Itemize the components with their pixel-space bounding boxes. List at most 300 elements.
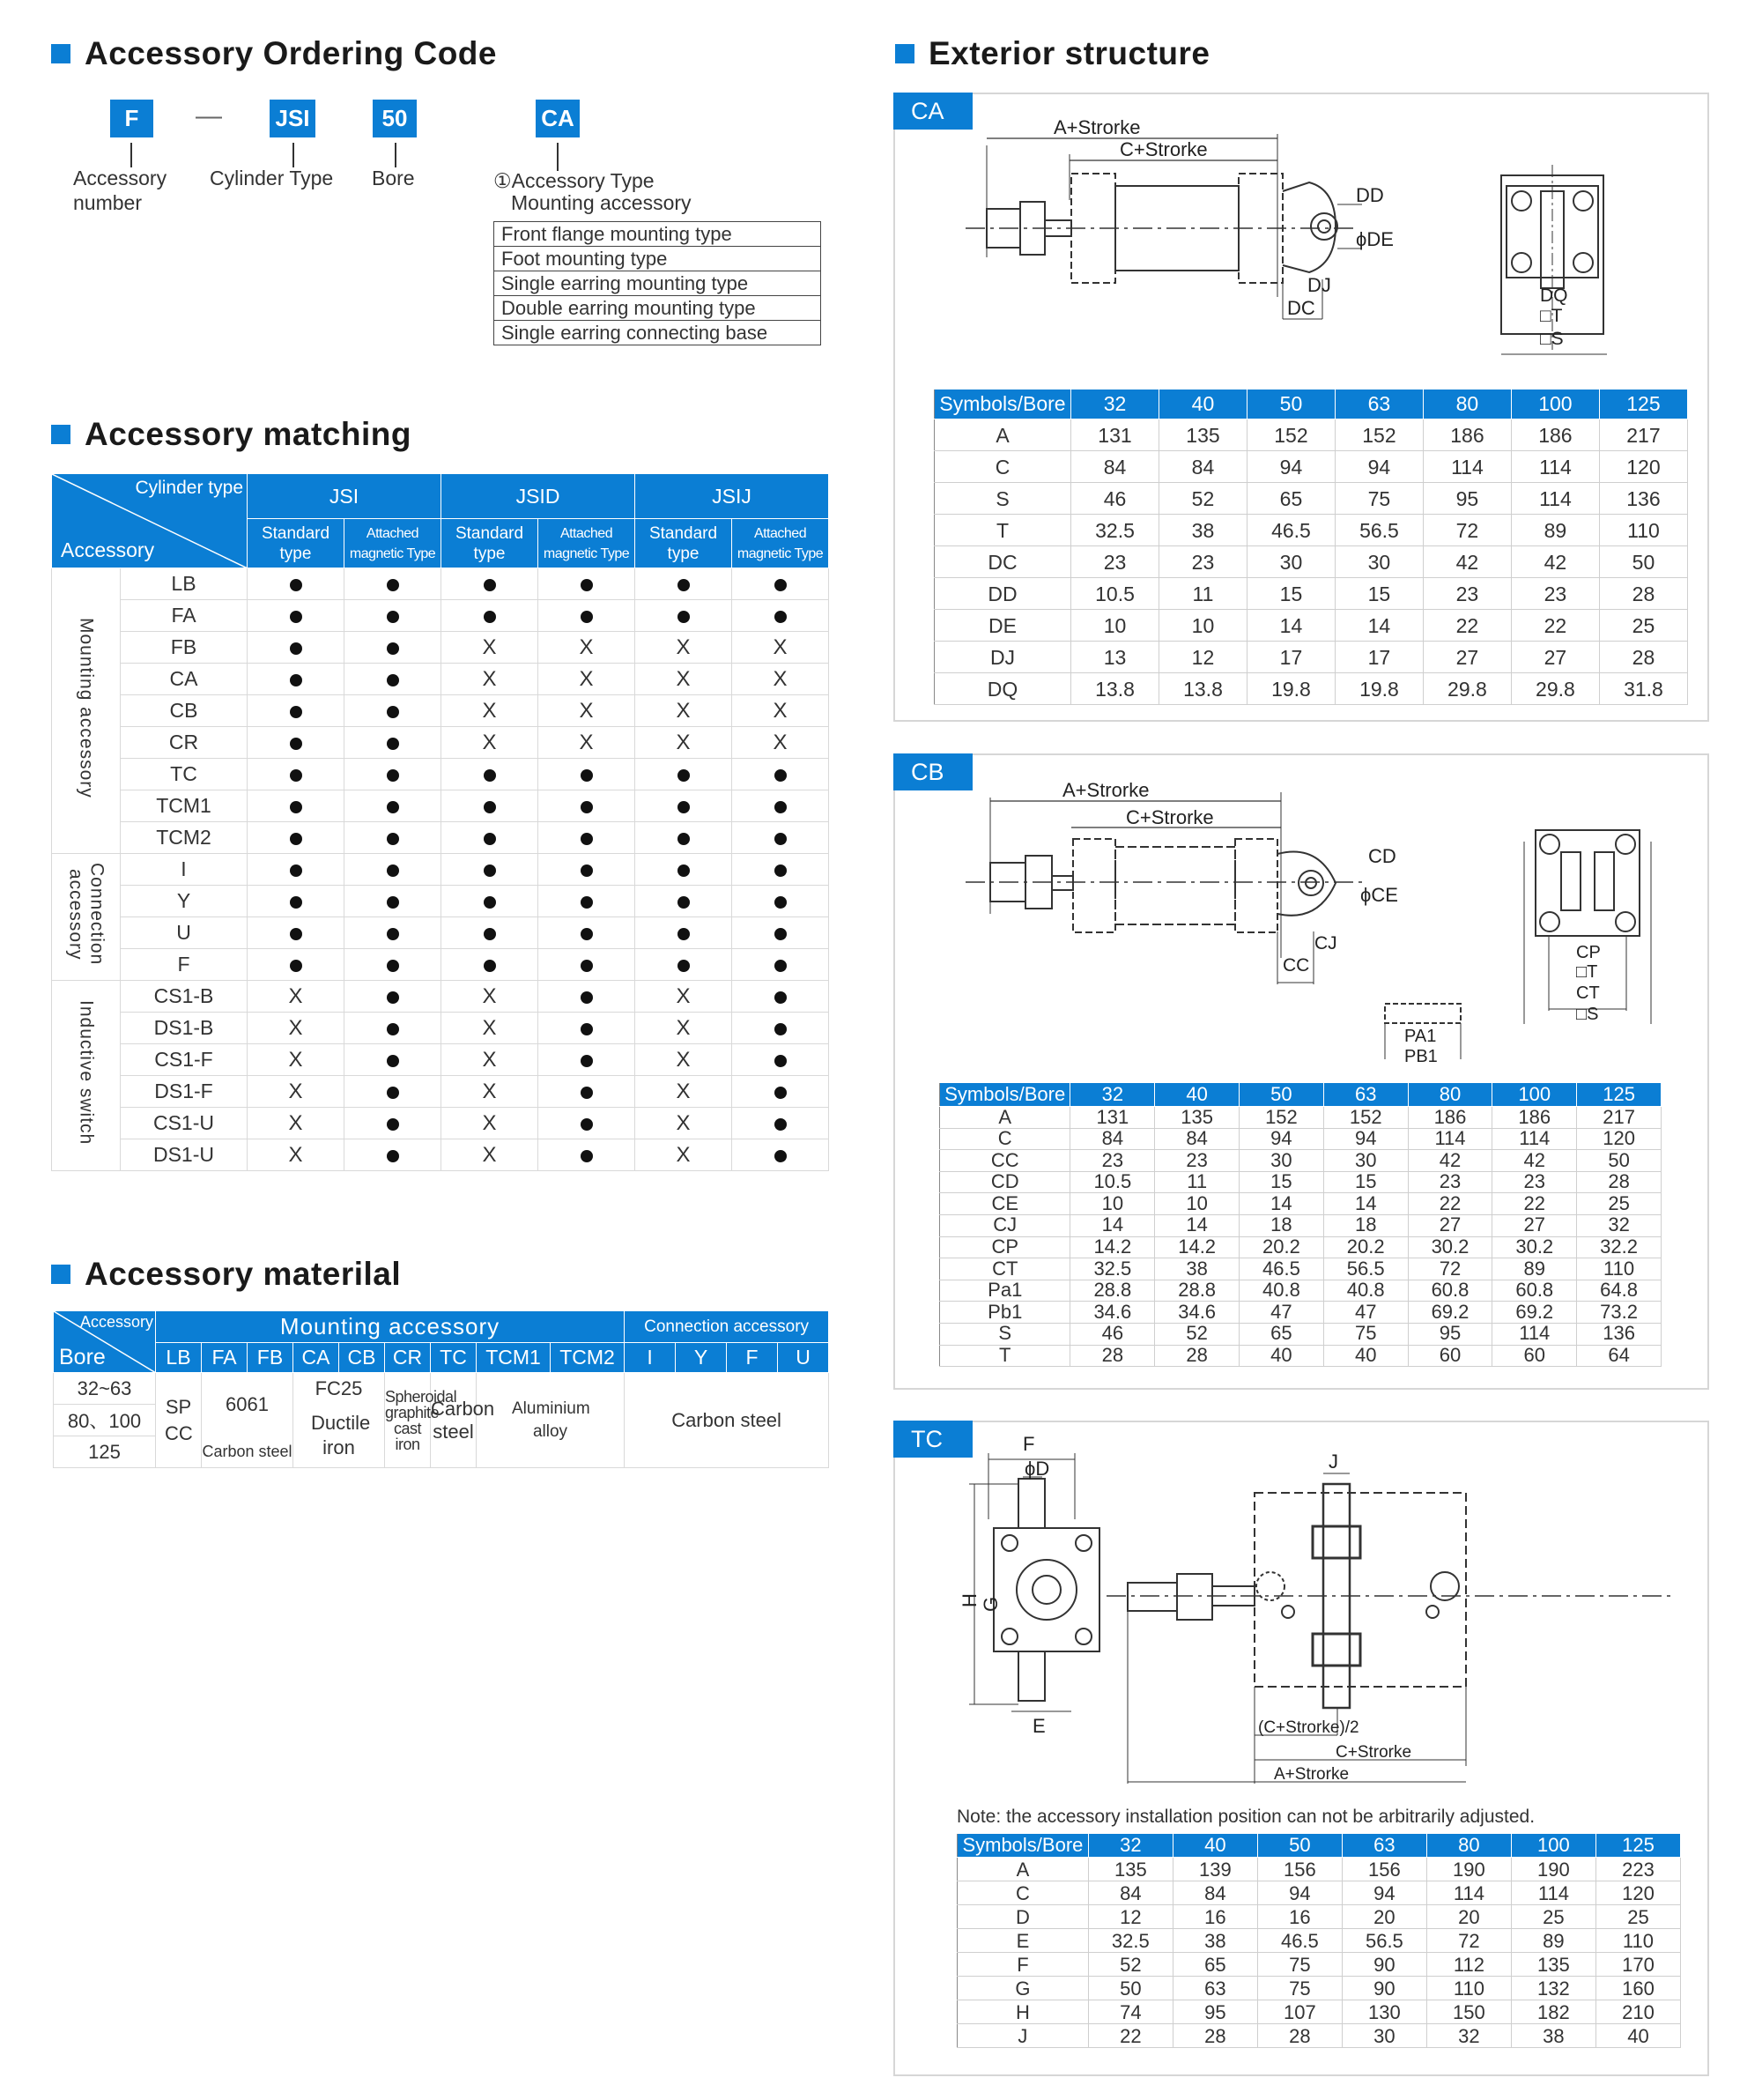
compatible-dot-icon — [441, 949, 538, 981]
table-cell: 94 — [1240, 1128, 1324, 1150]
incompatible-x: X — [441, 664, 538, 695]
column-header: F — [727, 1343, 778, 1373]
table-cell: 139 — [1173, 1858, 1257, 1881]
group-header: JSIJ — [635, 474, 829, 519]
dot-icon — [290, 864, 302, 877]
list-item: Double earring mounting type — [494, 296, 821, 321]
incompatible-x: X — [635, 727, 732, 759]
column-header: Y — [676, 1343, 727, 1373]
cb-label-cc: CC — [1283, 955, 1310, 976]
dot-icon — [581, 1087, 593, 1099]
table-cell: 23 — [1408, 1171, 1492, 1193]
table-row — [935, 610, 1688, 642]
dot-icon — [774, 928, 787, 940]
table-row — [935, 515, 1688, 546]
table-cell: 32.2 — [1577, 1236, 1662, 1258]
cb-label-ct: CT — [1576, 983, 1600, 1003]
table-cell: 160 — [1595, 1977, 1680, 2000]
compatible-dot-icon — [538, 949, 635, 981]
compatible-dot-icon — [248, 664, 344, 695]
table-cell: 30 — [1240, 1150, 1324, 1172]
material-cr: Spheroidal graphite cast iron — [385, 1373, 431, 1468]
row-symbol: T — [935, 515, 1071, 546]
compatible-dot-icon — [732, 1013, 829, 1044]
table-cell: 132 — [1511, 1977, 1595, 2000]
table-cell: 28 — [1257, 2024, 1342, 2048]
table-cell: 29.8 — [1423, 673, 1511, 705]
compatible-dot-icon — [344, 600, 441, 632]
table-row — [52, 949, 829, 981]
table-cell: 11 — [1159, 578, 1247, 610]
sub-header: Attached magnetic Type — [538, 519, 635, 568]
column-header: Symbols/Bore — [935, 390, 1071, 419]
row-symbol: E — [958, 1929, 1089, 1953]
table-cell: 94 — [1342, 1881, 1426, 1905]
compatible-dot-icon — [635, 568, 732, 600]
table-cell: 50 — [1088, 1977, 1173, 2000]
code-box-bore: 50 — [373, 100, 417, 137]
corner-bottom-label: Accessory — [61, 538, 155, 561]
table-row — [52, 695, 829, 727]
material-lb: SP CC — [156, 1373, 202, 1468]
table-cell: 25 — [1599, 610, 1687, 642]
list-item: Foot mounting type — [494, 247, 821, 271]
row-code: CR — [121, 727, 248, 759]
incompatible-x: X — [635, 1076, 732, 1108]
table-cell: 46.5 — [1257, 1929, 1342, 1953]
dot-icon — [774, 579, 787, 591]
table-cell: 27 — [1511, 642, 1599, 673]
table-cell: 186 — [1511, 419, 1599, 451]
cb-drawing — [895, 755, 1711, 1072]
column-header: FB — [248, 1343, 293, 1373]
dot-icon — [387, 738, 399, 750]
table-row — [52, 886, 829, 917]
table-row — [940, 1128, 1662, 1150]
compatible-dot-icon — [538, 822, 635, 854]
dot-icon — [774, 611, 787, 623]
column-header: 63 — [1342, 1834, 1426, 1858]
table-cell: 186 — [1423, 419, 1511, 451]
compatible-dot-icon — [344, 695, 441, 727]
table-cell: 65 — [1173, 1953, 1257, 1977]
table-cell: 136 — [1599, 483, 1687, 515]
tc-label-f: F — [1023, 1433, 1035, 1455]
bore-cell: 125 — [54, 1436, 156, 1468]
tc-label-d: ϕD — [1025, 1458, 1050, 1480]
incompatible-x: X — [732, 695, 829, 727]
dot-icon — [387, 928, 399, 940]
code-box-accessory-type: CA — [536, 100, 580, 137]
compatible-dot-icon — [732, 600, 829, 632]
dot-icon — [774, 1055, 787, 1067]
table-cell: 22 — [1088, 2024, 1173, 2048]
table-cell: 120 — [1595, 1881, 1680, 1905]
table-row — [52, 727, 829, 759]
row-symbol: A — [958, 1858, 1089, 1881]
table-cell: 30 — [1323, 1150, 1408, 1172]
table-cell: 28.8 — [1070, 1280, 1155, 1302]
tc-label-j: J — [1329, 1451, 1338, 1473]
row-symbol: Pb1 — [940, 1302, 1070, 1324]
table-cell: 10 — [1071, 610, 1159, 642]
cb-label-cd: CD — [1368, 845, 1396, 867]
ca-label-c: C+Strorke — [1120, 138, 1208, 160]
table-cell: 75 — [1335, 483, 1423, 515]
table-cell: 186 — [1408, 1107, 1492, 1129]
dot-icon — [677, 801, 690, 813]
dot-icon — [387, 1118, 399, 1131]
table-cell: 114 — [1423, 451, 1511, 483]
compatible-dot-icon — [538, 1139, 635, 1171]
table-cell: 107 — [1257, 2000, 1342, 2024]
compatible-dot-icon — [732, 790, 829, 822]
panel-tag: CA — [893, 93, 973, 130]
table-cell: 13.8 — [1071, 673, 1159, 705]
table-row — [940, 1107, 1662, 1129]
material-fafb-top: 6061 — [202, 1373, 293, 1436]
table-row — [52, 664, 829, 695]
row-code: Y — [121, 886, 248, 917]
table-cell: 38 — [1159, 515, 1247, 546]
dot-icon — [387, 801, 399, 813]
compatible-dot-icon — [248, 600, 344, 632]
compatible-dot-icon — [732, 759, 829, 790]
column-header: 50 — [1257, 1834, 1342, 1858]
dot-icon — [290, 579, 302, 591]
compatible-dot-icon — [538, 854, 635, 886]
column-header: 40 — [1159, 390, 1247, 419]
label-accessory-type: ①Accessory Type — [493, 169, 655, 192]
incompatible-x: X — [635, 632, 732, 664]
table-cell: 30.2 — [1408, 1236, 1492, 1258]
row-symbol: CE — [940, 1193, 1070, 1215]
table-cell: 25 — [1577, 1193, 1662, 1215]
table-cell: 30.2 — [1492, 1236, 1577, 1258]
table-cell: 28 — [1173, 2024, 1257, 2048]
table-cell: 27 — [1408, 1214, 1492, 1236]
column-header: CR — [385, 1343, 431, 1373]
table-cell: 29.8 — [1511, 673, 1599, 705]
table-cell: 14.2 — [1070, 1236, 1155, 1258]
panel-tag: CB — [893, 753, 973, 790]
table-cell: 84 — [1070, 1128, 1155, 1150]
compatible-dot-icon — [248, 632, 344, 664]
table-cell: 32.5 — [1088, 1929, 1173, 1953]
section-bullet-icon — [51, 1265, 70, 1284]
table-cell: 190 — [1426, 1858, 1511, 1881]
table-row — [52, 1108, 829, 1139]
table-cell: 47 — [1323, 1302, 1408, 1324]
cb-label-cp: CP — [1576, 943, 1601, 962]
section-label — [52, 568, 121, 854]
incompatible-x: X — [635, 664, 732, 695]
incompatible-x: X — [248, 1013, 344, 1044]
table-cell: 94 — [1257, 1881, 1342, 1905]
table-cell: 23 — [1423, 578, 1511, 610]
row-code: DS1-U — [121, 1139, 248, 1171]
table-cell: 23 — [1492, 1171, 1577, 1193]
table-cell: 17 — [1335, 642, 1423, 673]
table-cell: 89 — [1511, 515, 1599, 546]
table-row — [52, 854, 829, 886]
table-cell: 210 — [1595, 2000, 1680, 2024]
cb-label-c: C+Strorke — [1126, 806, 1214, 828]
table-row — [935, 642, 1688, 673]
tc-label-half: (C+Strorke)/2 — [1258, 1718, 1359, 1737]
table-cell: 42 — [1408, 1150, 1492, 1172]
compatible-dot-icon — [732, 981, 829, 1013]
incompatible-x: X — [248, 1076, 344, 1108]
table-cell: 32.5 — [1071, 515, 1159, 546]
column-header: 100 — [1492, 1083, 1577, 1107]
compatible-dot-icon — [732, 917, 829, 949]
bore-cell: 80、100 — [54, 1405, 156, 1436]
corner-top-label: Accessory — [79, 1313, 153, 1331]
table-row — [935, 546, 1688, 578]
incompatible-x: X — [538, 664, 635, 695]
table-cell: 112 — [1426, 1953, 1511, 1977]
incompatible-x: X — [441, 1076, 538, 1108]
table-cell: 46.5 — [1247, 515, 1335, 546]
compatible-dot-icon — [732, 1108, 829, 1139]
row-symbol: DE — [935, 610, 1071, 642]
compatible-dot-icon — [248, 695, 344, 727]
table-cell: 56.5 — [1335, 515, 1423, 546]
dot-icon — [290, 642, 302, 655]
panel-cb — [893, 753, 1709, 1390]
compatible-dot-icon — [732, 949, 829, 981]
table-row — [958, 2000, 1681, 2024]
table-cell: 60 — [1408, 1345, 1492, 1367]
dot-icon — [677, 769, 690, 782]
column-header: 50 — [1247, 390, 1335, 419]
incompatible-x: X — [635, 1044, 732, 1076]
compatible-dot-icon — [344, 790, 441, 822]
row-code: CA — [121, 664, 248, 695]
table-cell: 60.8 — [1408, 1280, 1492, 1302]
cb-label-s: □S — [1576, 1005, 1599, 1024]
dot-icon — [581, 769, 593, 782]
table-cell: 30 — [1335, 546, 1423, 578]
compatible-dot-icon — [441, 600, 538, 632]
dot-icon — [581, 864, 593, 877]
sub-header: Standard type — [248, 519, 344, 568]
dot-icon — [484, 928, 496, 940]
compatible-dot-icon — [344, 886, 441, 917]
table-cell: 190 — [1511, 1858, 1595, 1881]
table-cell: 32 — [1426, 2024, 1511, 2048]
list-item: Single earring connecting base — [494, 321, 821, 345]
table-cell: 223 — [1595, 1858, 1680, 1881]
table-cell: 18 — [1323, 1214, 1408, 1236]
table-cell: 13.8 — [1159, 673, 1247, 705]
compatible-dot-icon — [441, 917, 538, 949]
table-cell: 94 — [1335, 451, 1423, 483]
dot-icon — [581, 991, 593, 1004]
dot-icon — [774, 896, 787, 909]
column-header: 40 — [1155, 1083, 1240, 1107]
ca-dimension-table — [934, 389, 1688, 705]
compatible-dot-icon — [441, 822, 538, 854]
dot-icon — [387, 642, 399, 655]
row-code: CB — [121, 695, 248, 727]
compatible-dot-icon — [538, 790, 635, 822]
list-item: Single earring mounting type — [494, 271, 821, 296]
table-cell: 14 — [1247, 610, 1335, 642]
table-cell: 40.8 — [1323, 1280, 1408, 1302]
compatible-dot-icon — [344, 1044, 441, 1076]
table-cell: 23 — [1070, 1150, 1155, 1172]
table-cell: 52 — [1159, 483, 1247, 515]
row-code: TCM1 — [121, 790, 248, 822]
table-cell: 84 — [1173, 1881, 1257, 1905]
column-header: TC — [431, 1343, 477, 1373]
table-cell: 16 — [1257, 1905, 1342, 1929]
table-cell: 10.5 — [1070, 1171, 1155, 1193]
row-symbol: DD — [935, 578, 1071, 610]
code-box-accessory-number: F — [110, 100, 153, 137]
dot-icon — [484, 960, 496, 972]
panel-ca — [893, 93, 1709, 722]
dot-icon — [387, 579, 399, 591]
ca-label-s: □S — [1540, 329, 1564, 349]
ca-label-a: A+Strorke — [1054, 116, 1141, 138]
material-column-row — [54, 1343, 829, 1373]
compatible-dot-icon — [248, 949, 344, 981]
incompatible-x: X — [635, 981, 732, 1013]
sub-header: Standard type — [635, 519, 732, 568]
dot-icon — [290, 611, 302, 623]
column-header: I — [625, 1343, 676, 1373]
table-cell: 131 — [1070, 1107, 1155, 1129]
column-header: 125 — [1595, 1834, 1680, 1858]
compatible-dot-icon — [635, 600, 732, 632]
section-bullet-icon — [51, 44, 70, 63]
incompatible-x: X — [538, 695, 635, 727]
compatible-dot-icon — [441, 854, 538, 886]
compatible-dot-icon — [732, 568, 829, 600]
table-cell: 34.6 — [1070, 1302, 1155, 1324]
table-cell: 95 — [1173, 2000, 1257, 2024]
row-code: DS1-B — [121, 1013, 248, 1044]
dot-icon — [581, 1023, 593, 1035]
row-code: F — [121, 949, 248, 981]
table-cell: 28.8 — [1155, 1280, 1240, 1302]
row-code: LB — [121, 568, 248, 600]
dot-icon — [290, 960, 302, 972]
dot-icon — [290, 896, 302, 909]
table-cell: 156 — [1257, 1858, 1342, 1881]
table-cell: 72 — [1426, 1929, 1511, 1953]
tc-label-c: C+Strorke — [1336, 1743, 1412, 1762]
table-row — [940, 1280, 1662, 1302]
table-row — [935, 483, 1688, 515]
table-cell: 27 — [1423, 642, 1511, 673]
code-leader — [557, 143, 559, 171]
table-row — [940, 1345, 1662, 1367]
table-cell: 84 — [1071, 451, 1159, 483]
row-symbol: T — [940, 1345, 1070, 1367]
incompatible-x: X — [441, 981, 538, 1013]
compatible-dot-icon — [344, 1139, 441, 1171]
compatible-dot-icon — [248, 759, 344, 790]
dot-icon — [290, 769, 302, 782]
ca-label-t: □T — [1540, 306, 1563, 326]
row-symbol: CJ — [940, 1214, 1070, 1236]
table-cell: 135 — [1159, 419, 1247, 451]
table-row — [940, 1258, 1662, 1280]
material-tc: Carbon steel — [431, 1373, 477, 1468]
row-code: CS1-U — [121, 1108, 248, 1139]
dot-icon — [677, 960, 690, 972]
row-symbol: C — [935, 451, 1071, 483]
dot-icon — [581, 1118, 593, 1131]
compatible-dot-icon — [732, 854, 829, 886]
label-accessory-number: Accessory number — [73, 167, 167, 214]
table-row — [935, 419, 1688, 451]
compatible-dot-icon — [538, 886, 635, 917]
material-fafb-bottom: Carbon steel — [202, 1436, 293, 1468]
column-header: 32 — [1088, 1834, 1173, 1858]
column-header: LB — [156, 1343, 202, 1373]
incompatible-x: X — [732, 727, 829, 759]
tc-label-g: G — [980, 1596, 1002, 1612]
table-cell: 38 — [1511, 2024, 1595, 2048]
compatible-dot-icon — [635, 886, 732, 917]
table-cell: 135 — [1511, 1953, 1595, 1977]
row-symbol: CC — [940, 1150, 1070, 1172]
row-symbol: Pa1 — [940, 1280, 1070, 1302]
compatible-dot-icon — [538, 1076, 635, 1108]
table-cell: 94 — [1247, 451, 1335, 483]
table-cell: 18 — [1240, 1214, 1324, 1236]
table-cell: 15 — [1335, 578, 1423, 610]
dot-icon — [677, 928, 690, 940]
label-cylinder-type: Cylinder Type — [210, 167, 334, 189]
dot-icon — [387, 611, 399, 623]
row-code: DS1-F — [121, 1076, 248, 1108]
table-cell: 74 — [1088, 2000, 1173, 2024]
incompatible-x: X — [732, 632, 829, 664]
dot-icon — [774, 1150, 787, 1162]
matching-title: Accessory matching — [51, 416, 411, 453]
section-label — [52, 981, 121, 1171]
table-cell: 12 — [1159, 642, 1247, 673]
table-cell: 17 — [1247, 642, 1335, 673]
table-cell: 110 — [1595, 1929, 1680, 1953]
table-cell: 114 — [1511, 483, 1599, 515]
table-row — [935, 673, 1688, 705]
row-code: CS1-B — [121, 981, 248, 1013]
table-cell: 114 — [1492, 1128, 1577, 1150]
dot-icon — [387, 833, 399, 845]
table-cell: 69.2 — [1492, 1302, 1577, 1324]
row-code: TCM2 — [121, 822, 248, 854]
table-cell: 40 — [1323, 1345, 1408, 1367]
compatible-dot-icon — [732, 1139, 829, 1171]
table-row — [958, 1953, 1681, 1977]
tc-note: Note: the accessory installation position can not be arbitrarily adjusted. — [957, 1807, 1536, 1827]
table-row — [940, 1302, 1662, 1324]
table-cell: 114 — [1511, 451, 1599, 483]
table-cell: 84 — [1088, 1881, 1173, 1905]
group-header: JSI — [248, 474, 441, 519]
table-row — [52, 1076, 829, 1108]
sub-header: Standard type — [441, 519, 538, 568]
material-tcm: Aluminium alloy — [477, 1373, 625, 1468]
cb-label-pa1: PA1 — [1404, 1027, 1437, 1046]
